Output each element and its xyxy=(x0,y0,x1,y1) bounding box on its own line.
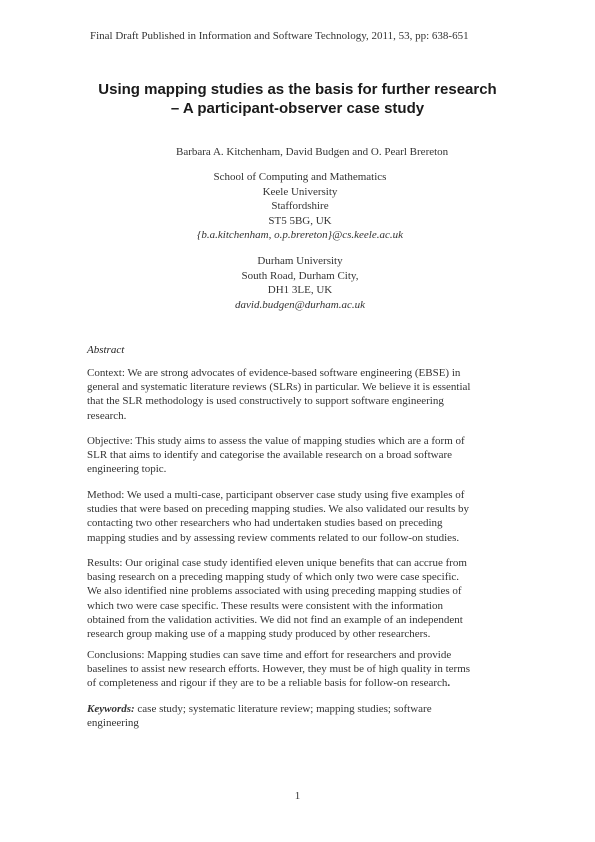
abstract-results xyxy=(87,556,517,641)
abstract-method xyxy=(87,488,517,545)
title-line-1: Using mapping studies as the basis for further research xyxy=(98,81,497,98)
affiliation-line: Keele University xyxy=(262,185,338,198)
affiliation-line: South Road, Durham City, xyxy=(241,269,359,282)
author-list: Barbara A. Kitchenham, David Budgen and O. Pearl Brereton xyxy=(176,146,449,158)
affiliation-line: ST5 5BG, UK xyxy=(268,214,332,227)
text-line: Objective: This study aims to assess the value of mapping studies which are a form of xyxy=(87,435,465,447)
text-line: general and systematic literature reviews (SLRs) in particular. We believe it is essential xyxy=(87,381,471,394)
page-number: 1 xyxy=(294,790,301,802)
text-line: which two were case specific. These results were consistent with the information xyxy=(87,599,443,612)
text-line: Method: We used a multi-case, participant observer case study using five examples of xyxy=(87,489,465,501)
affiliation-line: School of Computing and Mathematics xyxy=(213,171,387,183)
text-line: Conclusions: Mapping studies can save time and effort for researchers and provide xyxy=(87,649,452,661)
text-line: that the SLR methodology is used constructively to support software engineering xyxy=(87,395,444,408)
affiliation-line: Staffordshire xyxy=(271,200,329,213)
text-line: contacting two other researchers who had undertaken studies based on preceding xyxy=(87,517,443,530)
text-line: SLR that aims to identify and categorise the available research on a broad software xyxy=(87,449,453,462)
author-email: david.budgen@durham.ac.uk xyxy=(235,298,365,311)
affiliation-keele xyxy=(160,170,440,243)
text-line: baselines to assist new research efforts. However, they must be of high quality in terms xyxy=(87,663,471,676)
abstract-objective xyxy=(87,434,517,477)
title-line-2: – A participant-observer case study xyxy=(170,100,425,117)
keywords-text: case study; systematic literature review; mapping studies; software xyxy=(134,703,432,715)
affiliation-line: Durham University xyxy=(257,255,343,267)
text-line: Context: We are strong advocates of evidence-based software engineering (EBSE) in xyxy=(87,367,461,379)
text-line xyxy=(87,676,517,690)
text-fragment: of completeness and rigour if they are to be a reliable basis for follow-on research xyxy=(87,677,448,690)
text-line: obtained from the validation activities. We did not find an example of an independent xyxy=(87,613,463,626)
text-line: studies that were based on preceding mapping studies. We also validated our results by xyxy=(87,503,469,516)
text-line: research group making use of a mapping study produced by other researchers. xyxy=(87,628,431,641)
author-email: {b.a.kitchenham, o.p.brereton}@cs.keele.ac.uk xyxy=(197,229,403,242)
text-line: basing research on a preceding mapping study of which only two were case specific. xyxy=(87,571,460,584)
affiliation-durham xyxy=(160,254,440,312)
paper-title xyxy=(70,80,525,118)
abstract-context xyxy=(87,366,517,423)
abstract-heading: Abstract xyxy=(87,344,125,356)
keywords xyxy=(87,702,517,730)
text-fragment: . xyxy=(447,677,451,690)
running-head: Final Draft Published in Information and Software Technology, 2011, 53, pp: 638-651 xyxy=(90,30,469,42)
text-line: Results: Our original case study identified eleven unique benefits that can accrue from xyxy=(87,557,467,569)
text-line: engineering topic. xyxy=(87,463,167,476)
keywords-label: Keywords: xyxy=(87,703,135,715)
affiliation-line: DH1 3LE, UK xyxy=(267,284,333,297)
text-line: research. xyxy=(87,409,127,422)
text-line: We also identified nine problems associated with using preceding mapping studies of xyxy=(87,585,462,598)
text-line xyxy=(87,702,517,716)
abstract-conclusions xyxy=(87,648,517,691)
text-line: engineering xyxy=(87,717,139,730)
text-line: mapping studies and by assessing review comments related to our follow-on studies. xyxy=(87,531,460,544)
